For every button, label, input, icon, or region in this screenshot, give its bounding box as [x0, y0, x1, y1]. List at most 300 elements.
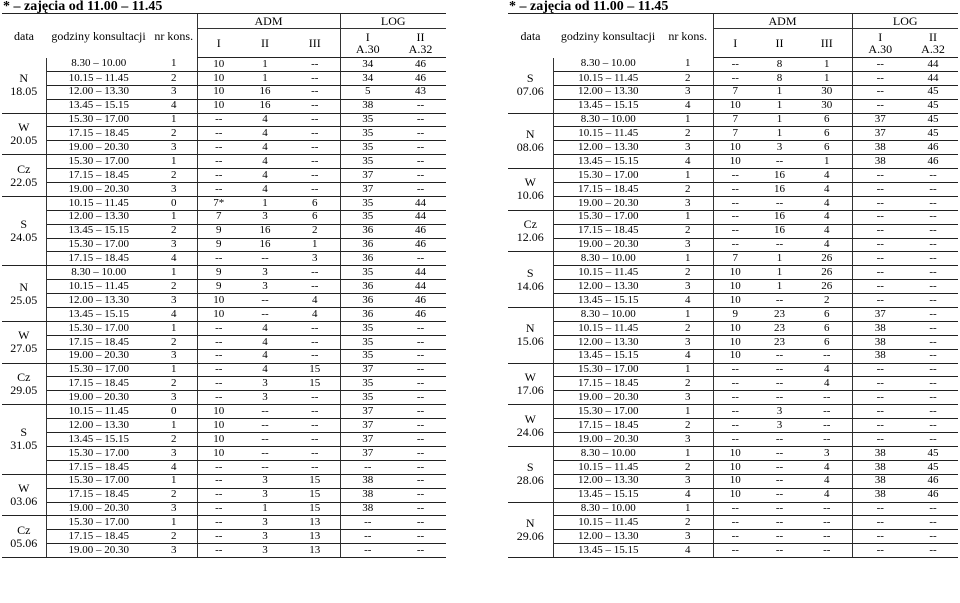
adm-ii-cell: 16	[240, 85, 290, 99]
adm-iii-cell: --	[290, 419, 340, 433]
adm-ii-cell: --	[757, 530, 802, 544]
log-ii-cell: 46	[395, 71, 446, 85]
log-i-cell: --	[852, 280, 908, 294]
nr-cell: 2	[663, 266, 713, 280]
adm-ii-cell: --	[240, 460, 290, 474]
log-ii-cell: 46	[395, 58, 446, 72]
date-cell	[508, 252, 553, 308]
adm-i-cell: --	[713, 405, 757, 419]
hours-cell: 15.30 – 17.00	[553, 363, 663, 377]
date-label: 14.06	[516, 278, 544, 293]
log-i-cell: 34	[340, 58, 395, 72]
hours-cell: 12.00 – 13.30	[553, 280, 663, 294]
nr-cell: 3	[151, 141, 197, 155]
nr-cell: 2	[151, 433, 197, 447]
adm-ii-cell: 16	[757, 224, 802, 238]
adm-i-cell: --	[713, 71, 757, 85]
nr-cell: 1	[151, 321, 197, 335]
table-row	[508, 308, 958, 322]
adm-i-cell: 10	[197, 308, 240, 322]
date-label: 29.05	[10, 382, 38, 397]
adm-i-cell: 10	[713, 321, 757, 335]
log-i-cell: 35	[340, 349, 395, 363]
log-ii-cell: 45	[908, 446, 958, 460]
table-row	[2, 349, 446, 363]
log-ii-cell: --	[395, 474, 446, 488]
adm-i-cell: 7	[197, 210, 240, 224]
table-row	[508, 99, 958, 113]
hours-cell: 17.15 – 18.45	[553, 224, 663, 238]
adm-ii-cell: 3	[240, 488, 290, 502]
table-row	[2, 335, 446, 349]
log-ii-cell: --	[908, 238, 958, 252]
adm-iii-cell: --	[290, 266, 340, 280]
header-date: data	[2, 14, 46, 58]
hours-cell: 12.00 – 13.30	[553, 530, 663, 544]
nr-cell: 4	[151, 460, 197, 474]
header-adm: ADM	[197, 14, 340, 29]
adm-i-cell: 10	[713, 266, 757, 280]
table-row	[2, 196, 446, 210]
adm-ii-cell: 1	[757, 252, 802, 266]
day-label: Cz	[17, 369, 31, 384]
adm-ii-cell: 4	[240, 363, 290, 377]
hours-cell: 12.00 – 13.30	[46, 210, 151, 224]
adm-ii-cell: --	[757, 294, 802, 308]
adm-ii-cell: 4	[240, 169, 290, 183]
hours-cell: 13.45 – 15.15	[553, 155, 663, 169]
adm-i-cell: 10	[197, 99, 240, 113]
log-i-cell: --	[852, 502, 908, 516]
hours-cell: 19.00 – 20.30	[46, 502, 151, 516]
table-row	[2, 460, 446, 474]
hours-cell: 15.30 – 17.00	[46, 363, 151, 377]
hours-cell: 8.30 – 10.00	[553, 308, 663, 322]
hours-cell: 13.45 – 15.15	[553, 544, 663, 558]
adm-iii-cell: 1	[802, 58, 852, 72]
adm-ii-cell: 16	[757, 183, 802, 197]
table-row	[2, 544, 446, 558]
log-i-cell: --	[852, 405, 908, 419]
day-label: W	[18, 481, 30, 496]
table-row	[508, 460, 958, 474]
day-label: N	[525, 515, 535, 530]
log-ii-cell: 46	[908, 474, 958, 488]
adm-i-cell: 10	[713, 349, 757, 363]
nr-cell: 4	[151, 252, 197, 266]
day-label: N	[19, 71, 29, 86]
log-ii-cell: --	[395, 433, 446, 447]
nr-cell: 2	[151, 488, 197, 502]
hours-cell: 17.15 – 18.45	[553, 419, 663, 433]
header-log-ii: II A.32	[908, 29, 958, 58]
day-label: W	[524, 175, 536, 190]
log-i-cell: 38	[852, 335, 908, 349]
date-label: 08.06	[516, 139, 544, 154]
adm-ii-cell: --	[757, 446, 802, 460]
log-i-cell: 38	[852, 488, 908, 502]
table-row	[2, 183, 446, 197]
header-log: LOG	[340, 14, 446, 29]
hours-cell: 10.15 – 11.45	[553, 71, 663, 85]
log-ii-cell: --	[395, 183, 446, 197]
hours-cell: 19.00 – 20.30	[46, 391, 151, 405]
adm-ii-cell: 4	[240, 127, 290, 141]
adm-ii-cell: --	[757, 544, 802, 558]
adm-ii-cell: 3	[240, 516, 290, 530]
date-cell	[508, 405, 553, 447]
adm-ii-cell: 3	[240, 391, 290, 405]
table-row	[508, 210, 958, 224]
log-i-cell: 35	[340, 196, 395, 210]
date-cell	[2, 113, 46, 155]
nr-cell: 3	[151, 294, 197, 308]
log-i-cell: 35	[340, 391, 395, 405]
adm-iii-cell: 15	[290, 502, 340, 516]
log-ii-cell: --	[908, 502, 958, 516]
log-i-cell: --	[340, 460, 395, 474]
adm-ii-cell: 23	[757, 321, 802, 335]
hours-cell: 10.15 – 11.45	[46, 71, 151, 85]
nr-cell: 2	[151, 127, 197, 141]
schedule-body	[508, 58, 958, 558]
nr-cell: 2	[151, 335, 197, 349]
adm-ii-cell: 1	[757, 85, 802, 99]
table-row	[2, 210, 446, 224]
nr-cell: 2	[663, 127, 713, 141]
adm-ii-cell: --	[240, 252, 290, 266]
adm-iii-cell: 3	[802, 446, 852, 460]
adm-iii-cell: --	[802, 391, 852, 405]
hours-cell: 17.15 – 18.45	[46, 335, 151, 349]
adm-i-cell: --	[713, 363, 757, 377]
log-ii-cell: --	[395, 141, 446, 155]
day-label: S	[526, 71, 534, 86]
adm-iii-cell: 4	[802, 196, 852, 210]
table-row	[508, 155, 958, 169]
hours-cell: 8.30 – 10.00	[46, 266, 151, 280]
adm-i-cell: 7	[713, 113, 757, 127]
nr-cell: 3	[151, 183, 197, 197]
adm-ii-cell: --	[240, 294, 290, 308]
adm-i-cell: --	[197, 183, 240, 197]
adm-i-cell: --	[197, 488, 240, 502]
hours-cell: 10.15 – 11.45	[553, 460, 663, 474]
adm-iii-cell: --	[802, 516, 852, 530]
adm-i-cell: 10	[713, 280, 757, 294]
hours-cell: 15.30 – 17.00	[46, 474, 151, 488]
hours-cell: 15.30 – 17.00	[46, 155, 151, 169]
log-i-cell: 35	[340, 210, 395, 224]
adm-i-cell: --	[197, 474, 240, 488]
log-ii-cell: --	[908, 377, 958, 391]
log-i-cell: 35	[340, 127, 395, 141]
adm-ii-cell: 3	[240, 280, 290, 294]
hours-cell: 13.45 – 15.15	[553, 349, 663, 363]
nr-cell: 1	[151, 516, 197, 530]
hours-cell: 15.30 – 17.00	[46, 446, 151, 460]
hours-cell: 10.15 – 11.45	[46, 405, 151, 419]
log-i-cell: --	[852, 544, 908, 558]
table-row	[2, 419, 446, 433]
log-ii-cell: 46	[395, 224, 446, 238]
hours-cell: 12.00 – 13.30	[46, 294, 151, 308]
table-row	[508, 141, 958, 155]
nr-cell: 3	[663, 196, 713, 210]
adm-iii-cell: 4	[802, 183, 852, 197]
adm-iii-cell: 6	[802, 127, 852, 141]
header-adm-iii: III	[802, 29, 852, 58]
log-ii-cell: 44	[395, 266, 446, 280]
nr-cell: 3	[663, 85, 713, 99]
hours-cell: 17.15 – 18.45	[46, 252, 151, 266]
hours-cell: 8.30 – 10.00	[553, 113, 663, 127]
header-nr: nr kons.	[663, 14, 713, 58]
log-i-cell: 38	[852, 321, 908, 335]
log-i-cell: 35	[340, 155, 395, 169]
adm-i-cell: --	[713, 238, 757, 252]
adm-i-cell: 10	[197, 58, 240, 72]
nr-cell: 3	[151, 502, 197, 516]
hours-cell: 10.15 – 11.45	[46, 280, 151, 294]
adm-ii-cell: 4	[240, 349, 290, 363]
log-ii-cell: --	[908, 224, 958, 238]
adm-i-cell: 7*	[197, 196, 240, 210]
date-label: 17.06	[516, 382, 544, 397]
adm-iii-cell: 4	[802, 169, 852, 183]
adm-iii-cell: 4	[802, 488, 852, 502]
date-label: 24.05	[10, 230, 38, 245]
table-row	[2, 99, 446, 113]
log-ii-cell: --	[908, 349, 958, 363]
table-row	[508, 502, 958, 516]
hours-cell: 10.15 – 11.45	[553, 266, 663, 280]
adm-i-cell: 10	[713, 99, 757, 113]
adm-iii-cell: 26	[802, 266, 852, 280]
adm-iii-cell: --	[290, 155, 340, 169]
nr-cell: 1	[663, 58, 713, 72]
log-ii-cell: 45	[908, 99, 958, 113]
log-ii-cell: --	[908, 391, 958, 405]
log-ii-cell: --	[908, 210, 958, 224]
log-i-cell: --	[852, 266, 908, 280]
log-ii-cell: --	[395, 544, 446, 558]
log-i-cell: 35	[340, 266, 395, 280]
adm-ii-cell: 23	[757, 335, 802, 349]
adm-i-cell: --	[713, 196, 757, 210]
nr-cell: 1	[663, 502, 713, 516]
table-row	[508, 252, 958, 266]
adm-iii-cell: 4	[802, 224, 852, 238]
header-adm: ADM	[713, 14, 852, 29]
hours-cell: 12.00 – 13.30	[553, 85, 663, 99]
nr-cell: 2	[663, 183, 713, 197]
hours-cell: 15.30 – 17.00	[46, 321, 151, 335]
date-label: 31.05	[10, 438, 38, 453]
hours-cell: 8.30 – 10.00	[553, 58, 663, 72]
nr-cell: 3	[151, 544, 197, 558]
adm-iii-cell: 1	[802, 155, 852, 169]
adm-ii-cell: 16	[240, 99, 290, 113]
date-label: 05.06	[10, 535, 38, 550]
day-label: S	[20, 425, 28, 440]
nr-cell: 3	[663, 433, 713, 447]
table-row	[508, 433, 958, 447]
day-label: W	[524, 369, 536, 384]
header-date: data	[508, 14, 553, 58]
adm-iii-cell: 6	[802, 321, 852, 335]
adm-iii-cell: 15	[290, 377, 340, 391]
date-cell	[508, 446, 553, 502]
log-i-cell: 37	[340, 169, 395, 183]
nr-cell: 1	[151, 419, 197, 433]
log-ii-cell: --	[908, 335, 958, 349]
date-cell	[2, 196, 46, 265]
schedule-title: * – zajęcia od 11.00 – 11.45	[3, 0, 163, 14]
date-cell	[508, 308, 553, 364]
log-ii-cell: --	[395, 321, 446, 335]
nr-cell: 2	[151, 224, 197, 238]
log-i-cell: 36	[340, 252, 395, 266]
log-i-cell: --	[852, 58, 908, 72]
adm-iii-cell: 6	[802, 141, 852, 155]
adm-i-cell: --	[713, 58, 757, 72]
log-ii-cell: --	[908, 363, 958, 377]
adm-iii-cell: --	[290, 433, 340, 447]
adm-i-cell: 9	[197, 238, 240, 252]
table-row	[2, 516, 446, 530]
adm-i-cell: 10	[197, 446, 240, 460]
adm-i-cell: 10	[197, 419, 240, 433]
header-adm-ii: II	[757, 29, 802, 58]
day-label: Cz	[17, 161, 31, 176]
log-ii-cell: --	[395, 349, 446, 363]
adm-ii-cell: 16	[240, 224, 290, 238]
table-row	[2, 488, 446, 502]
adm-i-cell: --	[197, 169, 240, 183]
hours-cell: 12.00 – 13.30	[46, 419, 151, 433]
hours-cell: 19.00 – 20.30	[553, 196, 663, 210]
log-ii-cell: 46	[908, 488, 958, 502]
adm-iii-cell: 4	[802, 474, 852, 488]
nr-cell: 1	[663, 405, 713, 419]
adm-i-cell: --	[713, 169, 757, 183]
adm-ii-cell: 3	[757, 405, 802, 419]
table-row	[2, 238, 446, 252]
log-ii-cell: --	[908, 405, 958, 419]
log-i-cell: --	[852, 377, 908, 391]
adm-iii-cell: --	[290, 85, 340, 99]
nr-cell: 3	[151, 349, 197, 363]
nr-cell: 2	[663, 460, 713, 474]
adm-iii-cell: --	[290, 99, 340, 113]
adm-i-cell: --	[197, 502, 240, 516]
hours-cell: 17.15 – 18.45	[46, 530, 151, 544]
day-label: Cz	[17, 522, 31, 537]
nr-cell: 4	[151, 99, 197, 113]
adm-i-cell: --	[713, 377, 757, 391]
nr-cell: 2	[663, 419, 713, 433]
adm-iii-cell: 4	[802, 363, 852, 377]
hours-cell: 17.15 – 18.45	[553, 377, 663, 391]
nr-cell: 2	[663, 224, 713, 238]
adm-ii-cell: --	[757, 474, 802, 488]
nr-cell: 1	[151, 210, 197, 224]
log-i-cell: --	[852, 516, 908, 530]
adm-i-cell: 9	[197, 266, 240, 280]
table-row	[2, 474, 446, 488]
adm-iii-cell: --	[290, 169, 340, 183]
adm-ii-cell: --	[757, 460, 802, 474]
adm-i-cell: --	[197, 141, 240, 155]
log-i-cell: 37	[340, 419, 395, 433]
log-i-cell: 37	[852, 308, 908, 322]
schedule-right	[508, 0, 958, 558]
log-ii-cell: --	[395, 516, 446, 530]
nr-cell: 1	[663, 446, 713, 460]
log-ii-cell: --	[908, 530, 958, 544]
date-label: 20.05	[10, 132, 38, 147]
schedule-body	[2, 58, 446, 558]
adm-iii-cell: 13	[290, 530, 340, 544]
hours-cell: 15.30 – 17.00	[46, 238, 151, 252]
log-i-cell: 37	[852, 113, 908, 127]
adm-ii-cell: 4	[240, 321, 290, 335]
log-i-cell: 37	[340, 363, 395, 377]
adm-ii-cell: --	[757, 196, 802, 210]
adm-iii-cell: 6	[802, 308, 852, 322]
log-i-cell: 35	[340, 377, 395, 391]
hours-cell: 19.00 – 20.30	[46, 183, 151, 197]
day-label: S	[526, 460, 534, 475]
table-row	[508, 183, 958, 197]
log-ii-cell: --	[395, 391, 446, 405]
log-i-cell: 35	[340, 113, 395, 127]
log-ii-cell: 46	[395, 294, 446, 308]
day-label: N	[19, 279, 29, 294]
log-i-cell: 36	[340, 238, 395, 252]
adm-iii-cell: --	[290, 349, 340, 363]
hours-cell: 17.15 – 18.45	[46, 169, 151, 183]
adm-iii-cell: 26	[802, 252, 852, 266]
log-ii-cell: --	[908, 294, 958, 308]
log-i-cell: 35	[340, 335, 395, 349]
log-ii-cell: --	[395, 335, 446, 349]
hours-cell: 12.00 – 13.30	[46, 85, 151, 99]
table-row	[2, 280, 446, 294]
log-i-cell: --	[852, 252, 908, 266]
adm-ii-cell: 3	[240, 530, 290, 544]
hours-cell: 8.30 – 10.00	[553, 252, 663, 266]
hours-cell: 19.00 – 20.30	[553, 238, 663, 252]
hours-cell: 17.15 – 18.45	[46, 377, 151, 391]
nr-cell: 4	[151, 308, 197, 322]
table-row	[2, 377, 446, 391]
log-i-cell: --	[852, 363, 908, 377]
date-label: 10.06	[516, 188, 544, 203]
log-ii-cell: --	[908, 419, 958, 433]
nr-cell: 1	[663, 308, 713, 322]
log-i-cell: --	[852, 419, 908, 433]
nr-cell: 1	[663, 210, 713, 224]
nr-cell: 1	[151, 58, 197, 72]
adm-iii-cell: 6	[802, 113, 852, 127]
nr-cell: 2	[663, 321, 713, 335]
log-ii-cell: --	[395, 488, 446, 502]
adm-i-cell: --	[713, 224, 757, 238]
table-row	[508, 58, 958, 72]
adm-i-cell: --	[713, 544, 757, 558]
